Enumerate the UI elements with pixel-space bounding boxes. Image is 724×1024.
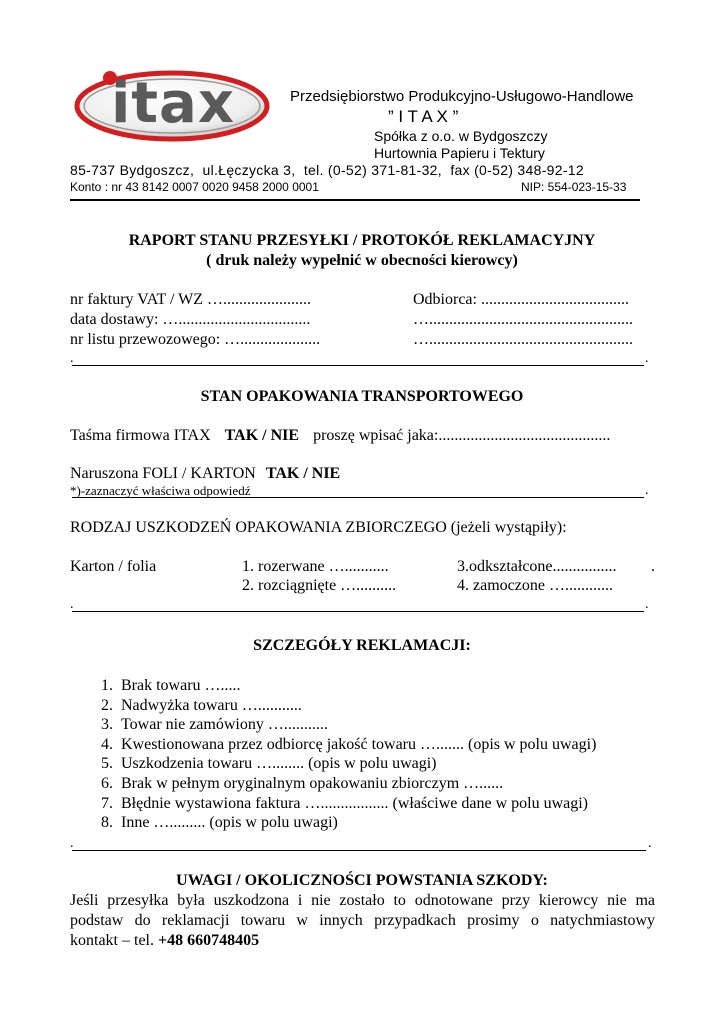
tape-row[interactable] (70, 427, 610, 445)
damage-divider (72, 611, 644, 612)
notes-title: UWAGI / OKOLICZNOŚCI POWSTANIA SZKODY: (176, 872, 548, 889)
claims-list (70, 676, 596, 833)
damage-line-end-dot: . (645, 597, 649, 612)
waybill-field[interactable]: nr listu przewozowego: ….................... (70, 331, 321, 348)
claim-text: Błędnie wystawiona faktura …................. (właściwe dane w polu uwagi) (121, 794, 588, 812)
claim-number: 6. (101, 774, 113, 792)
line-end-dot: . (645, 351, 649, 366)
report-subtitle: ( druk należy wypełnić w obecności kierowcy) (206, 252, 518, 269)
nip-number: NIP: 554-023-15-33 (521, 180, 627, 194)
company-form: Spółka z o.o. w Bydgoszczy (374, 128, 548, 144)
claims-line-end-dot: . (648, 836, 652, 851)
recipient-field-line3[interactable]: …................................................... (413, 331, 633, 348)
damage-option-deformed[interactable]: 3.odkształcone................ (457, 558, 617, 575)
invoice-field[interactable]: nr faktury VAT / WZ …...................... (70, 291, 312, 308)
contact-phone[interactable]: +48 660748405 (157, 932, 260, 949)
company-address: 85-737 Bydgoszcz, ul.Łęczycka 3, tel. (0-52) 371-81-32, fax (0-52) 348-92-12 (70, 162, 584, 178)
contact-label: kontakt – tel. (70, 932, 158, 949)
damaged-choice[interactable]: TAK / NIE (265, 465, 341, 482)
damage-title: RODZAJ USZKODZEŃ OPAKOWANIA ZBIORCZEGO (jeżeli wystąpiły): (70, 519, 567, 536)
claims-title: SZCZEGÓŁY REKLAMACJI: (253, 637, 471, 654)
damage-option-deformed-end: . (651, 558, 655, 575)
delivery-date-field[interactable]: data dostawy: …................................. (70, 311, 311, 328)
claim-number: 8. (101, 814, 113, 832)
tape-choice[interactable]: TAK / NIE (224, 427, 300, 444)
damaged-label: Naruszona FOLI / KARTON (70, 465, 256, 482)
claim-item[interactable] (70, 676, 596, 696)
notes-line-3 (70, 932, 259, 950)
claim-text: Brak w pełnym oryginalnym opakowaniu zbiorczym …...... (121, 774, 504, 792)
packaging-title: STAN OPAKOWANIA TRANSPORTOWEGO (200, 388, 524, 405)
claim-item[interactable] (70, 754, 596, 774)
claim-number: 7. (101, 794, 113, 812)
damage-option-torn[interactable]: 1. rozerwane …........... (242, 558, 389, 575)
report-title: RAPORT STANU PRZESYŁKI / PROTOKÓŁ REKLAMACYJNY (128, 232, 596, 249)
footnote-divider (72, 497, 644, 498)
claim-number: 2. (101, 696, 113, 714)
footnote-end-dot: . (645, 483, 649, 498)
line-start-dot: . (70, 351, 74, 366)
claim-item[interactable] (70, 794, 596, 814)
damage-option-wet[interactable]: 4. zamoczone …............ (457, 577, 613, 594)
claim-item[interactable] (70, 735, 596, 755)
damage-label: Karton / folia (70, 558, 157, 575)
claim-text: Inne …......... (opis w polu uwagi) (121, 814, 338, 832)
bank-account: Konto : nr 43 8142 0007 0020 9458 2000 0001 (70, 180, 319, 194)
company-name: ” I T A X ” (388, 107, 459, 126)
notes-line-2: podstaw do reklamacji towaru w innych przypadkach prosimy o natychmiastowy (70, 912, 655, 929)
claim-number: 5. (101, 755, 113, 773)
claim-number: 3. (101, 716, 113, 734)
section-divider (72, 365, 644, 366)
recipient-field[interactable]: Odbiorca: ..................................... (413, 291, 629, 308)
damage-option-stretched[interactable]: 2. rozciągnięte ….......... (242, 577, 397, 594)
damaged-row[interactable] (70, 465, 340, 483)
claim-item[interactable] (70, 696, 596, 716)
company-logo (72, 66, 272, 142)
company-activity: Hurtownia Papieru i Tektury (374, 145, 545, 161)
claim-number: 4. (101, 735, 113, 753)
claims-divider (72, 850, 646, 851)
header-divider (70, 199, 640, 201)
claim-item[interactable] (70, 715, 596, 735)
claims-line-start-dot: . (70, 836, 74, 851)
claim-text: Brak towaru …..... (121, 677, 241, 694)
notes-line-1: Jeśli przesyłka była uszkodzona i nie zostało to odnotowane przy kierowcy nie ma (70, 892, 655, 909)
claim-text: Towar nie zamówiony …........... (121, 716, 328, 734)
claim-item[interactable] (70, 813, 596, 833)
tape-label: Taśma firmowa ITAX (70, 427, 211, 444)
footnote: *)-zaznaczyć właściwa odpowiedź (70, 483, 251, 498)
claim-number: 1. (101, 677, 113, 694)
claim-text: Nadwyżka towaru …........... (121, 696, 302, 714)
recipient-field-line2[interactable]: …................................................... (413, 311, 633, 328)
tape-description[interactable]: proszę wpisać jaka:........................................... (313, 427, 611, 444)
company-type: Przedsiębiorstwo Produkcyjno-Usługowo-Handlowe (290, 88, 634, 105)
logo-text: itax (111, 71, 235, 136)
claim-text: Uszkodzenia towaru …........ (opis w polu uwagi) (121, 755, 437, 773)
claim-item[interactable] (70, 774, 596, 794)
claim-text: Kwestionowana przez odbiorcę jakość towaru …....... (opis w polu uwagi) (121, 735, 597, 753)
damage-line-start-dot: . (70, 597, 74, 612)
